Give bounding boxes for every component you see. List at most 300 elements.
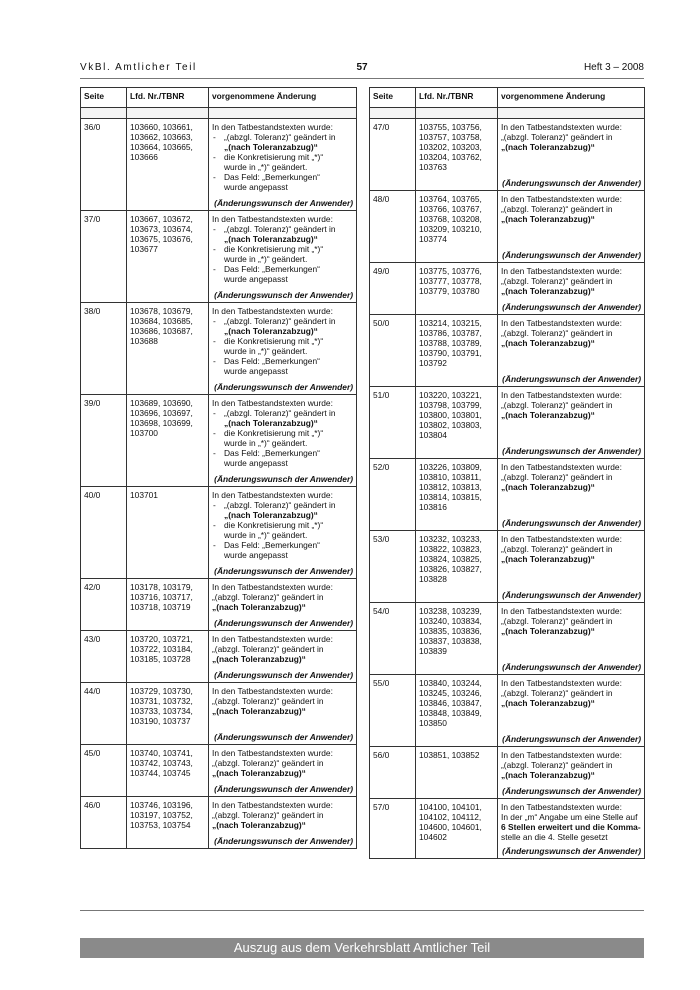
change-line: [501, 482, 641, 492]
tbnr-line: 103763: [419, 162, 447, 172]
tbnr-line: 103802, 103803,: [419, 420, 482, 430]
row-seite: 51/0: [370, 387, 416, 459]
row-tbnr: [416, 387, 498, 459]
wish-note: (Änderungswunsch der Anwender): [214, 732, 353, 742]
change-text: In den Tatbestandstexten wurde:: [212, 634, 333, 644]
change-line: [501, 688, 641, 698]
table-row: [81, 631, 357, 683]
row-seite: 43/0: [81, 631, 127, 683]
change-text: - die Konkretisierung mit „*)“: [224, 336, 324, 346]
row-tbnr: [416, 675, 498, 747]
tbnr-line: 103846, 103847,: [419, 698, 482, 708]
change-line: [501, 204, 641, 214]
tbnr-line: 103701: [130, 490, 158, 500]
table-row: [81, 797, 357, 849]
page-header: [80, 62, 644, 76]
bold-text: „(nach Toleranzabzug)“: [501, 482, 595, 492]
row-seite: 57/0: [370, 799, 416, 859]
tbnr-line: 103226, 103809,: [419, 462, 482, 472]
change-line: [212, 696, 353, 706]
change-line: [212, 686, 353, 696]
col-header-change: vorgenommene Änderung: [209, 88, 357, 108]
row-tbnr: [416, 747, 498, 799]
tbnr-line: 103788, 103789,: [419, 338, 482, 348]
wish-note: (Änderungswunsch der Anwender): [214, 290, 353, 300]
bold-text: „(nach Toleranzabzug)“: [501, 698, 595, 708]
change-text: „(abzgl. Toleranz)“ geändert in: [212, 592, 324, 602]
row-tbnr: [127, 631, 209, 683]
change-text: - Das Feld: „Bemerkungen“: [224, 264, 320, 274]
change-text: In den Tatbestandstexten wurde:: [501, 534, 622, 544]
row-change: [498, 531, 645, 603]
bold-text: „(nach Toleranzabzug)“: [212, 820, 306, 830]
bold-text: „(nach Toleranzabzug)“: [212, 706, 306, 716]
tbnr-line: 103731, 103732,: [130, 696, 193, 706]
row-change: [498, 675, 645, 747]
table-row: [370, 675, 645, 747]
list-item: [212, 224, 353, 244]
tbnr-line: 103828: [419, 574, 447, 584]
wish-note: (Änderungswunsch der Anwender): [502, 662, 641, 672]
change-text: - „(abzgl. Toleranz)“ geändert in: [224, 132, 336, 142]
change-text: wurde in „*)“ geändert.: [224, 162, 308, 172]
change-text: „(abzgl. Toleranz)“ geändert in: [212, 758, 324, 768]
change-text: „(abzgl. Toleranz)“ geändert in: [212, 644, 324, 654]
bold-text: „(nach Toleranzabzug)“: [501, 286, 595, 296]
tbnr-line: 103779, 103780: [419, 286, 480, 296]
change-text: wurde angepasst: [224, 366, 288, 376]
change-line: [501, 606, 641, 616]
table-row: [81, 487, 357, 579]
tbnr-line: 103837, 103838,: [419, 636, 482, 646]
row-tbnr: [127, 211, 209, 303]
bold-text: „(nach Toleranzabzug)“: [501, 626, 595, 636]
change-line: [212, 602, 353, 612]
change-line: [212, 644, 353, 654]
row-tbnr: [127, 395, 209, 487]
change-line: [212, 820, 353, 830]
wish-note: (Änderungswunsch der Anwender): [214, 618, 353, 628]
tbnr-line: 103209, 103210,: [419, 224, 482, 234]
tbnr-line: 103835, 103836,: [419, 626, 482, 636]
wish-note: (Änderungswunsch der Anwender): [214, 836, 353, 846]
tbnr-line: 103742, 103743,: [130, 758, 193, 768]
change-text: In den Tatbestandstexten wurde:: [501, 802, 622, 812]
row-change: [209, 303, 357, 395]
tbnr-line: 103786, 103787,: [419, 328, 482, 338]
bold-text: 6 Stellen erweitert und die Komma-: [501, 822, 641, 832]
wish-note: (Änderungswunsch der Anwender): [502, 446, 641, 456]
tbnr-line: 103664, 103665,: [130, 142, 193, 152]
spacer-row: [81, 108, 357, 119]
change-line: [501, 626, 641, 636]
row-tbnr: [127, 797, 209, 849]
wish-note: (Änderungswunsch der Anwender): [502, 786, 641, 796]
change-line: [501, 276, 641, 286]
change-line: [501, 534, 641, 544]
tbnr-line: 103800, 103801,: [419, 410, 482, 420]
change-line: [212, 582, 353, 592]
col-header-seite: Seite: [370, 88, 416, 108]
row-change: [498, 603, 645, 675]
row-change: [209, 395, 357, 487]
wish-note: (Änderungswunsch der Anwender): [214, 784, 353, 794]
list-item: [212, 264, 353, 284]
tbnr-line: 103753, 103754: [130, 820, 191, 830]
change-line: [501, 802, 641, 812]
tbnr-line: 103686, 103687,: [130, 326, 193, 336]
change-text: - Das Feld: „Bemerkungen“: [224, 172, 320, 182]
row-seite: 39/0: [81, 395, 127, 487]
change-text: - die Konkretisierung mit „*)“: [224, 244, 324, 254]
row-change: [498, 459, 645, 531]
change-text: In den Tatbestandstexten wurde:: [212, 800, 333, 810]
tbnr-line: 103824, 103825,: [419, 554, 482, 564]
bold-text: „(nach Toleranzabzug)“: [212, 654, 306, 664]
change-text: „(abzgl. Toleranz)“ geändert in: [212, 810, 324, 820]
tbnr-line: 103740, 103741,: [130, 748, 193, 758]
change-text: wurde angepasst: [224, 274, 288, 284]
tbnr-line: 104600, 104601,: [419, 822, 482, 832]
change-line: [501, 132, 641, 142]
row-change: [498, 747, 645, 799]
change-text: In den Tatbestandstexten wurde:: [501, 318, 622, 328]
row-tbnr: [416, 531, 498, 603]
tbnr-line: 103178, 103179,: [130, 582, 193, 592]
changes-table-right: [369, 87, 645, 859]
tbnr-line: 103700: [130, 428, 158, 438]
change-line: [501, 822, 641, 832]
row-seite: 37/0: [81, 211, 127, 303]
row-change: [209, 683, 357, 745]
change-line: [212, 592, 353, 602]
row-change: [209, 487, 357, 579]
row-seite: 45/0: [81, 745, 127, 797]
change-line: [501, 194, 641, 204]
change-text: - „(abzgl. Toleranz)“ geändert in: [224, 500, 336, 510]
change-text: „(abzgl. Toleranz)“ geändert in: [501, 132, 613, 142]
tbnr-line: 103684, 103685,: [130, 316, 193, 326]
wish-note: (Änderungswunsch der Anwender): [214, 474, 353, 484]
row-seite: 54/0: [370, 603, 416, 675]
wish-note: (Änderungswunsch der Anwender): [502, 518, 641, 528]
tbnr-line: 103677: [130, 244, 158, 254]
tbnr-line: 103722, 103184,: [130, 644, 193, 654]
tbnr-line: 103689, 103690,: [130, 398, 193, 408]
row-tbnr: [416, 459, 498, 531]
bold-text: „(nach Toleranzabzug)“: [501, 554, 595, 564]
header-rule: [80, 78, 644, 79]
row-seite: 47/0: [370, 119, 416, 191]
row-change: [498, 387, 645, 459]
change-line: [212, 768, 353, 778]
tbnr-line: 103245, 103246,: [419, 688, 482, 698]
change-text: In den Tatbestandstexten wurde:: [212, 748, 333, 758]
row-tbnr: [416, 191, 498, 263]
tbnr-line: 103190, 103737: [130, 716, 191, 726]
list-item: [212, 316, 353, 336]
change-line: [501, 390, 641, 400]
table-row: [370, 799, 645, 859]
tbnr-line: 103812, 103813,: [419, 482, 482, 492]
change-text: - Das Feld: „Bemerkungen“: [224, 448, 320, 458]
row-tbnr: [416, 315, 498, 387]
change-line: [501, 410, 641, 420]
bold-text: „(nach Toleranzabzug)“: [501, 410, 595, 420]
tbnr-line: 103826, 103827,: [419, 564, 482, 574]
tbnr-line: 103798, 103799,: [419, 400, 482, 410]
tbnr-line: 103746, 103196,: [130, 800, 193, 810]
change-text: wurde in „*)“ geändert.: [224, 438, 308, 448]
row-seite: 38/0: [81, 303, 127, 395]
tbnr-line: 103202, 103203,: [419, 142, 482, 152]
row-tbnr: [416, 799, 498, 859]
list-item: [212, 356, 353, 376]
table-row: [81, 119, 357, 211]
tbnr-line: 103716, 103717,: [130, 592, 193, 602]
change-text: „(abzgl. Toleranz)“ geändert in: [501, 328, 613, 338]
page-number: 57: [356, 62, 368, 73]
change-line: [212, 758, 353, 768]
table-row: [370, 459, 645, 531]
row-tbnr: [127, 683, 209, 745]
tbnr-line: 103667, 103672,: [130, 214, 193, 224]
list-item: [212, 448, 353, 468]
change-text: In den Tatbestandstexten wurde:: [501, 606, 622, 616]
bold-text: „(nach Toleranzabzug)“: [501, 338, 595, 348]
change-text: - die Konkretisierung mit „*)“: [224, 152, 324, 162]
wish-note: (Änderungswunsch der Anwender): [502, 250, 641, 260]
change-line: [501, 286, 641, 296]
list-item: [212, 152, 353, 172]
row-change: [209, 631, 357, 683]
wish-note: (Änderungswunsch der Anwender): [502, 178, 641, 188]
tbnr-line: 104100, 104101,: [419, 802, 482, 812]
table-row: [81, 303, 357, 395]
change-text: In den Tatbestandstexten wurde:: [212, 306, 333, 316]
change-line: [501, 760, 641, 770]
tbnr-line: 103240, 103834,: [419, 616, 482, 626]
tbnr-line: 103792: [419, 358, 447, 368]
col-header-seite: Seite: [81, 88, 127, 108]
change-text: In den Tatbestandstexten wurde:: [212, 122, 333, 132]
issue-label: Heft 3 – 2008: [583, 62, 644, 73]
col-header-lfd: Lfd. Nr./TBNR: [127, 88, 209, 108]
change-text: - „(abzgl. Toleranz)“ geändert in: [224, 316, 336, 326]
change-line: [501, 328, 641, 338]
row-seite: 55/0: [370, 675, 416, 747]
table-row: [370, 747, 645, 799]
tbnr-line: 103816: [419, 502, 447, 512]
change-line: [212, 654, 353, 664]
tbnr-line: 103775, 103776,: [419, 266, 482, 276]
tbnr-line: 103675, 103676,: [130, 234, 193, 244]
tbnr-line: 103214, 103215,: [419, 318, 482, 328]
change-text: wurde angepasst: [224, 458, 288, 468]
row-change: [498, 315, 645, 387]
change-text: In der „m“ Angabe um eine Stelle auf: [501, 812, 638, 822]
tbnr-line: 103185, 103728: [130, 654, 191, 664]
spacer-row: [370, 108, 645, 119]
tbnr-line: 103688: [130, 336, 158, 346]
change-line: [501, 472, 641, 482]
tbnr-line: 103204, 103762,: [419, 152, 482, 162]
tbnr-line: 103744, 103745: [130, 768, 191, 778]
change-text: In den Tatbestandstexten wurde:: [501, 122, 622, 132]
wish-note: (Änderungswunsch der Anwender): [502, 374, 641, 384]
list-item: [212, 336, 353, 356]
bold-text: „(nach Toleranzabzug)“: [224, 510, 318, 520]
change-line: [501, 214, 641, 224]
change-text: - die Konkretisierung mit „*)“: [224, 520, 324, 530]
wish-note: (Änderungswunsch der Anwender): [214, 670, 353, 680]
bold-text: „(nach Toleranzabzug)“: [501, 214, 595, 224]
change-text: In den Tatbestandstexten wurde:: [501, 194, 622, 204]
tbnr-line: 103197, 103752,: [130, 810, 193, 820]
footer-banner: Auszug aus dem Verkehrsblatt Amtlicher Teil: [80, 938, 644, 958]
row-seite: 56/0: [370, 747, 416, 799]
bold-text: „(nach Toleranzabzug)“: [212, 768, 306, 778]
change-text: - „(abzgl. Toleranz)“ geändert in: [224, 224, 336, 234]
row-seite: 40/0: [81, 487, 127, 579]
row-change: [209, 745, 357, 797]
list-item: [212, 540, 353, 560]
tbnr-line: 103804: [419, 430, 447, 440]
change-line: [501, 616, 641, 626]
row-seite: 50/0: [370, 315, 416, 387]
change-line: [501, 266, 641, 276]
row-seite: 48/0: [370, 191, 416, 263]
change-text: stelle an die 4. Stelle gesetzt: [501, 832, 608, 842]
bold-text: „(nach Toleranzabzug)“: [501, 142, 595, 152]
row-change: [498, 263, 645, 315]
table-row: [81, 745, 357, 797]
tbnr-line: 103666: [130, 152, 158, 162]
change-text: - die Konkretisierung mit „*)“: [224, 428, 324, 438]
change-text: „(abzgl. Toleranz)“ geändert in: [501, 616, 613, 626]
change-line: [501, 122, 641, 132]
tbnr-line: 103720, 103721,: [130, 634, 193, 644]
tbnr-line: 103777, 103778,: [419, 276, 482, 286]
tbnr-line: 103814, 103815,: [419, 492, 482, 502]
change-text: „(abzgl. Toleranz)“ geändert in: [212, 696, 324, 706]
change-text: In den Tatbestandstexten wurde:: [212, 686, 333, 696]
tbnr-line: 103660, 103661,: [130, 122, 193, 132]
tbnr-line: 103850: [419, 718, 447, 728]
list-item: [212, 244, 353, 264]
change-text: wurde in „*)“ geändert.: [224, 254, 308, 264]
change-text: „(abzgl. Toleranz)“ geändert in: [501, 544, 613, 554]
tbnr-line: 103678, 103679,: [130, 306, 193, 316]
journal-title: VkBl. Amtlicher Teil: [80, 62, 197, 73]
change-line: [212, 214, 353, 224]
row-tbnr: [416, 263, 498, 315]
tbnr-line: 103790, 103791,: [419, 348, 482, 358]
change-text: In den Tatbestandstexten wurde:: [501, 266, 622, 276]
bold-text: „(nach Toleranzabzug)“: [224, 234, 318, 244]
bold-text: „(nach Toleranzabzug)“: [212, 602, 306, 612]
row-seite: 49/0: [370, 263, 416, 315]
change-text: In den Tatbestandstexten wurde:: [212, 490, 333, 500]
change-text: In den Tatbestandstexten wurde:: [501, 390, 622, 400]
change-text: „(abzgl. Toleranz)“ geändert in: [501, 400, 613, 410]
table-row: [370, 191, 645, 263]
row-change: [209, 119, 357, 211]
row-change: [498, 119, 645, 191]
tbnr-line: 103757, 103758,: [419, 132, 482, 142]
change-line: [212, 306, 353, 316]
tbnr-line: 103822, 103823,: [419, 544, 482, 554]
list-item: [212, 408, 353, 428]
change-text: - Das Feld: „Bemerkungen“: [224, 540, 320, 550]
table-row: [370, 387, 645, 459]
table-row: [81, 683, 357, 745]
change-line: [501, 400, 641, 410]
change-line: [212, 706, 353, 716]
wish-note: (Änderungswunsch der Anwender): [502, 846, 641, 856]
tbnr-line: 103238, 103239,: [419, 606, 482, 616]
table-row: [370, 119, 645, 191]
bold-text: „(nach Toleranzabzug)“: [224, 142, 318, 152]
row-tbnr: [416, 119, 498, 191]
change-line: [501, 554, 641, 564]
row-change: [209, 579, 357, 631]
change-text: „(abzgl. Toleranz)“ geändert in: [501, 472, 613, 482]
footer-rule: [80, 910, 644, 911]
tbnr-line: 103810, 103811,: [419, 472, 482, 482]
row-change: [498, 191, 645, 263]
change-line: [212, 634, 353, 644]
row-change: [209, 797, 357, 849]
row-change: [209, 211, 357, 303]
col-header-change: vorgenommene Änderung: [498, 88, 645, 108]
table-row: [370, 603, 645, 675]
row-tbnr: [127, 487, 209, 579]
change-text: „(abzgl. Toleranz)“ geändert in: [501, 276, 613, 286]
tbnr-line: 103698, 103699,: [130, 418, 193, 428]
tbnr-line: 104102, 104112,: [419, 812, 482, 822]
row-seite: 42/0: [81, 579, 127, 631]
change-text: wurde angepasst: [224, 182, 288, 192]
change-text: In den Tatbestandstexten wurde:: [501, 678, 622, 688]
tbnr-line: 103232, 103233,: [419, 534, 482, 544]
row-tbnr: [416, 603, 498, 675]
change-line: [212, 490, 353, 500]
row-tbnr: [127, 579, 209, 631]
change-line: [501, 678, 641, 688]
change-line: [212, 800, 353, 810]
col-header-lfd: Lfd. Nr./TBNR: [416, 88, 498, 108]
tbnr-line: 103839: [419, 646, 447, 656]
tbnr-line: 103662, 103663,: [130, 132, 193, 142]
change-line: [212, 748, 353, 758]
wish-note: (Änderungswunsch der Anwender): [214, 198, 353, 208]
change-text: In den Tatbestandstexten wurde:: [212, 398, 333, 408]
tbnr-line: 103673, 103674,: [130, 224, 193, 234]
change-text: wurde angepasst: [224, 550, 288, 560]
tbnr-line: 103220, 103221,: [419, 390, 482, 400]
changes-table-left: [80, 87, 357, 849]
wish-note: (Änderungswunsch der Anwender): [502, 302, 641, 312]
change-line: [212, 810, 353, 820]
row-seite: 52/0: [370, 459, 416, 531]
tbnr-line: 103755, 103756,: [419, 122, 482, 132]
change-text: In den Tatbestandstexten wurde:: [501, 462, 622, 472]
tbnr-line: 103766, 103767,: [419, 204, 482, 214]
change-text: wurde in „*)“ geändert.: [224, 346, 308, 356]
change-text: In den Tatbestandstexten wurde:: [212, 214, 333, 224]
change-line: [501, 338, 641, 348]
